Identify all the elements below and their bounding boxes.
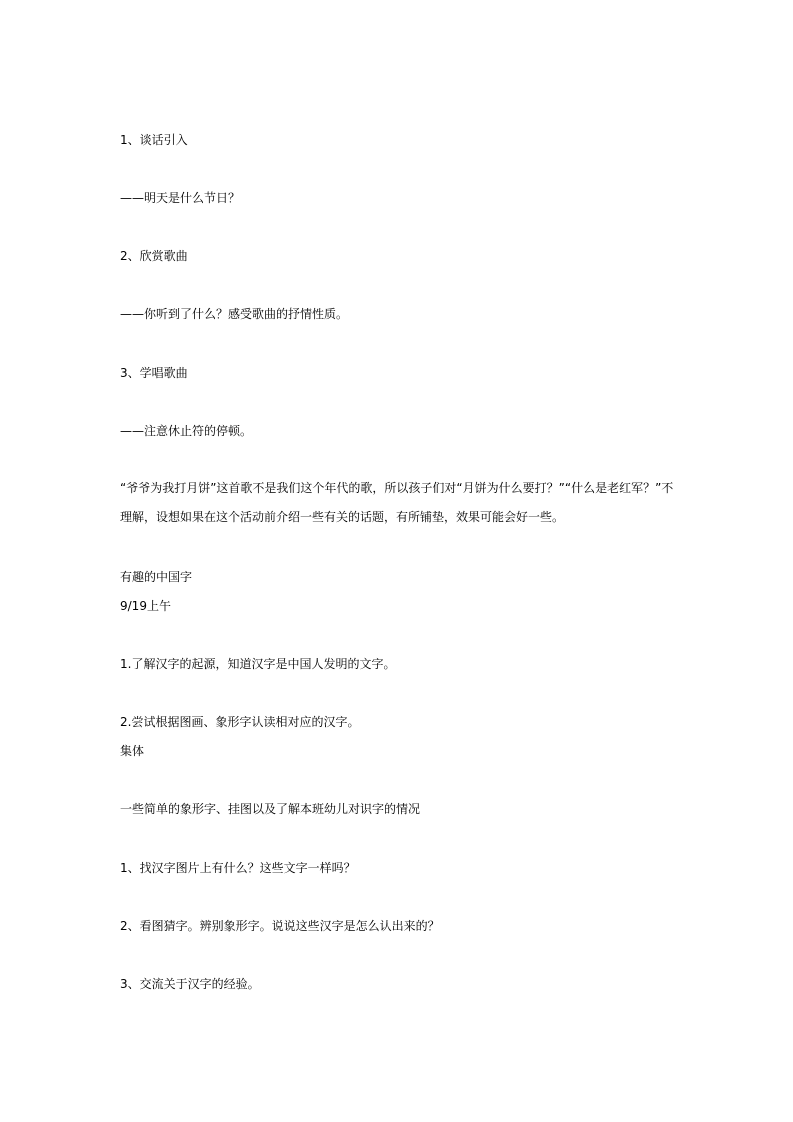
lesson-date: 9/19上午 — [120, 599, 171, 613]
step-2-note: ——你听到了什么？感受歌曲的抒情性质。 — [120, 307, 349, 321]
step-3-note: ——注意休止符的停顿。 — [120, 424, 253, 438]
step-1-heading: 1、谈话引入 — [120, 133, 188, 147]
step-3-heading: 3、学唱歌曲 — [120, 366, 188, 380]
materials: 一些简单的象形字、挂图以及了解本班幼儿对识字的情况 — [120, 802, 421, 816]
activity-form: 集体 — [120, 744, 145, 758]
step-1-note: ——明天是什么节日？ — [120, 191, 241, 205]
step-2-heading: 2、欣赏歌曲 — [120, 249, 188, 263]
reflection-paragraph: “爷爷为我打月饼”这首歌不是我们这个年代的歌，所以孩子们对“月饼为什么要打？”“什么是老红军？”不理解，设想如果在这个活动前介绍一些有关的话题，有所铺垫，效果可能会好一些。 — [120, 481, 674, 524]
activity-step-1: 1、找汉字图片上有什么？这些文字一样吗？ — [120, 861, 356, 875]
activity-step-2: 2、看图猜字。辨别象形字。说说这些汉字是怎么认出来的？ — [120, 919, 440, 933]
lesson-title: 有趣的中国字 — [120, 570, 193, 584]
activity-step-3: 3、交流关于汉字的经验。 — [120, 977, 260, 991]
goal-2: 2.尝试根据图画、象形字认读相对应的汉字。 — [120, 715, 360, 729]
goal-1: 1.了解汉字的起源，知道汉字是中国人发明的文字。 — [120, 657, 396, 671]
